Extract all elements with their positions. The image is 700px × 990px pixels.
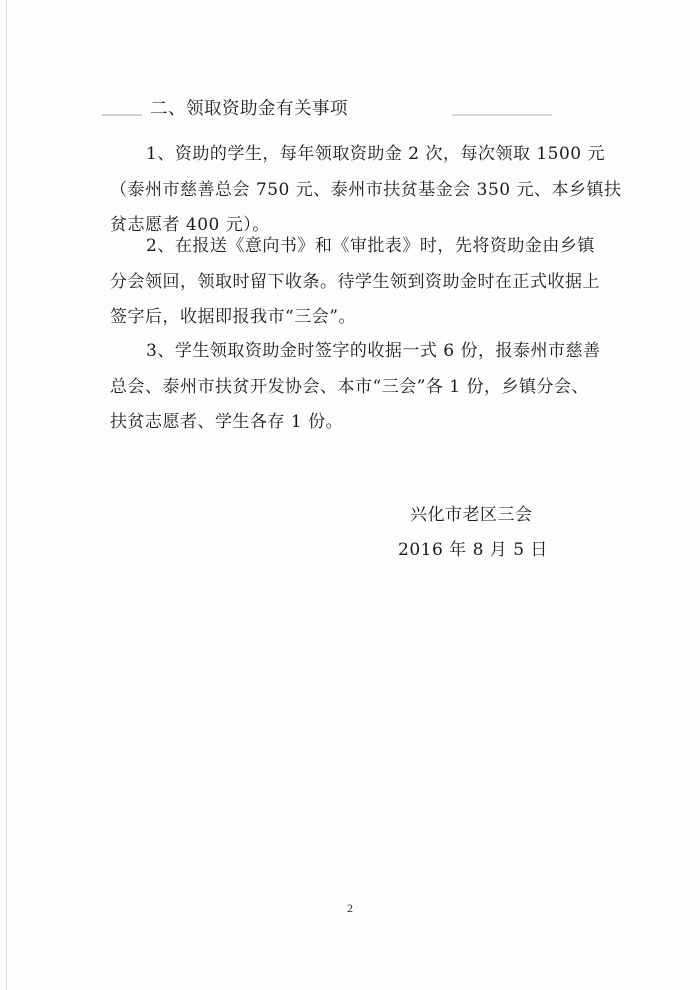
paragraph-2-line-2: 分会领回，领取时留下收条。待学生领到资助金时在正式收据上	[110, 271, 600, 292]
paragraph-1-line-3: 贫志愿者 400 元）。	[110, 215, 270, 235]
scan-artifact-left	[102, 114, 142, 116]
paragraph-1-line-1: 1、资助的学生，每年领取资助金 2 次，每次领取 1500 元	[146, 144, 606, 164]
signature-block	[398, 498, 548, 568]
paragraph-1	[110, 137, 622, 244]
paragraph-2-line-1: 2、在报送《意向书》和《审批表》时，先将资助金由乡镇	[146, 236, 595, 256]
scan-left-edge	[6, 0, 7, 990]
signature-date: 2016 年 8 月 5 日	[398, 540, 548, 560]
paragraph-2	[110, 229, 600, 336]
section-heading: 二、领取资助金有关事项	[150, 99, 348, 119]
paragraph-3-line-3: 扶贫志愿者、学生各存 1 份。	[110, 412, 344, 432]
paragraph-1-line-2: （泰州市慈善总会 750 元、泰州市扶贫基金会 350 元、本乡镇扶	[110, 179, 622, 200]
paragraph-3-line-1: 3、学生领取资助金时签字的收据一式 6 份，报泰州市慈善	[146, 341, 601, 361]
signature-organization: 兴化市老区三会	[410, 505, 533, 525]
page-number: 2	[347, 901, 353, 915]
paragraph-3	[110, 334, 601, 441]
scan-artifact-right	[452, 114, 552, 116]
paragraph-2-line-3: 签字后，收据即报我市“三会”。	[110, 307, 356, 327]
paragraph-3-line-2: 总会、泰州市扶贫开发协会、本市“三会”各 1 份，乡镇分会、	[110, 376, 590, 397]
